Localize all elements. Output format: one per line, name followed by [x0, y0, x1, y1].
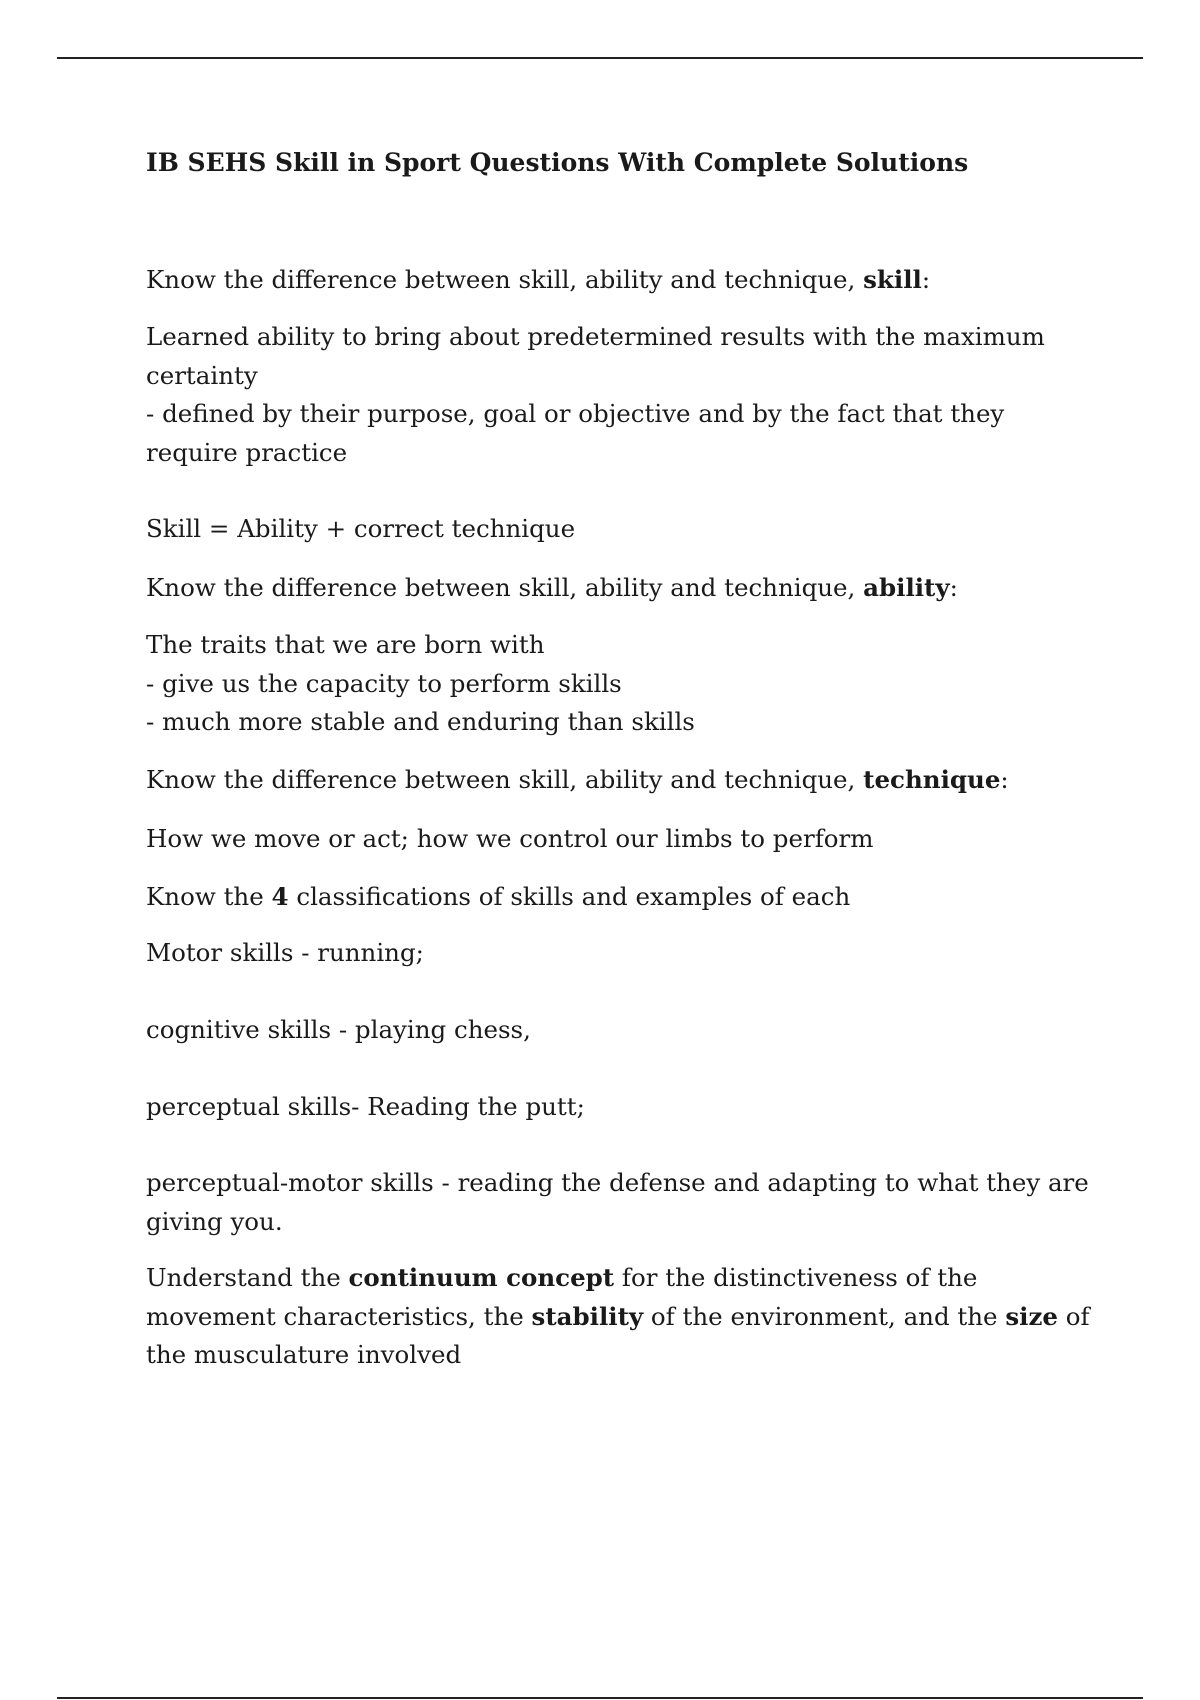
- answer-cognitive-skills: cognitive skills - playing chess,: [146, 1015, 531, 1044]
- question-line: [146, 1259, 1106, 1298]
- answer-line: perceptual-motor skills - reading the defense and adapting to what they are: [146, 1168, 1089, 1197]
- answer-line: require practice: [146, 437, 348, 467]
- question-keyword: stability: [531, 1301, 644, 1331]
- question-skill: [146, 261, 1106, 300]
- answer-line: - much more stable and enduring than skills: [146, 707, 695, 736]
- question-text: movement characteristics, the: [146, 1301, 532, 1331]
- question-keyword: continuum concept: [348, 1263, 615, 1292]
- answer-motor-skills: Motor skills - running;: [146, 938, 424, 967]
- question-text: Understand the: [146, 1263, 349, 1292]
- question-keyword: 4: [271, 882, 289, 911]
- question-line: the musculature involved: [146, 1340, 462, 1369]
- question-suffix: :: [949, 573, 958, 602]
- question-suffix: :: [1000, 765, 1009, 794]
- question-keyword: technique: [863, 765, 1001, 794]
- question-keyword: skill: [863, 265, 922, 294]
- skill-equation: Skill = Ability + correct technique: [146, 514, 576, 543]
- question-text: Know the: [146, 882, 272, 911]
- answer-line: The traits that we are born with: [146, 630, 545, 659]
- answer-line: - defined by their purpose, goal or objective and by the fact that they: [146, 399, 1005, 428]
- answer-perceptual-motor-skills: [146, 1164, 1106, 1241]
- question-text: of: [1057, 1301, 1090, 1331]
- question-keyword: ability: [863, 573, 950, 602]
- question-technique: [146, 761, 1106, 800]
- question-ability: [146, 569, 1106, 608]
- question-continuum: [146, 1259, 1106, 1375]
- question-text: Know the difference between skill, ability and technique,: [146, 573, 864, 602]
- top-divider: [57, 57, 1143, 59]
- answer-line: certainty: [146, 360, 258, 390]
- answer-line: Learned ability to bring about predetermined results with the maximum: [146, 322, 1045, 351]
- answer-line: - give us the capacity to perform skills: [146, 668, 622, 698]
- bottom-divider: [57, 1697, 1143, 1699]
- question-text: for the distinctiveness of the: [614, 1263, 978, 1292]
- question-text: of the environment, and the: [643, 1301, 1006, 1331]
- question-text: Know the difference between skill, ability and technique,: [146, 265, 864, 294]
- question-line: [146, 1298, 1106, 1337]
- question-classifications: [146, 878, 1106, 917]
- question-suffix: classifications of skills and examples of each: [288, 882, 851, 911]
- answer-ability: [146, 626, 1106, 742]
- document-title: IB SEHS Skill in Sport Questions With Complete Solutions: [146, 148, 969, 177]
- answer-line: giving you.: [146, 1206, 283, 1236]
- answer-skill: [146, 318, 1106, 472]
- question-suffix: :: [921, 265, 931, 294]
- answer-technique: How we move or act; how we control our limbs to perform: [146, 824, 874, 853]
- question-text: Know the difference between skill, ability and technique,: [146, 765, 864, 794]
- question-keyword: size: [1005, 1301, 1058, 1331]
- answer-perceptual-skills: perceptual skills- Reading the putt;: [146, 1092, 585, 1121]
